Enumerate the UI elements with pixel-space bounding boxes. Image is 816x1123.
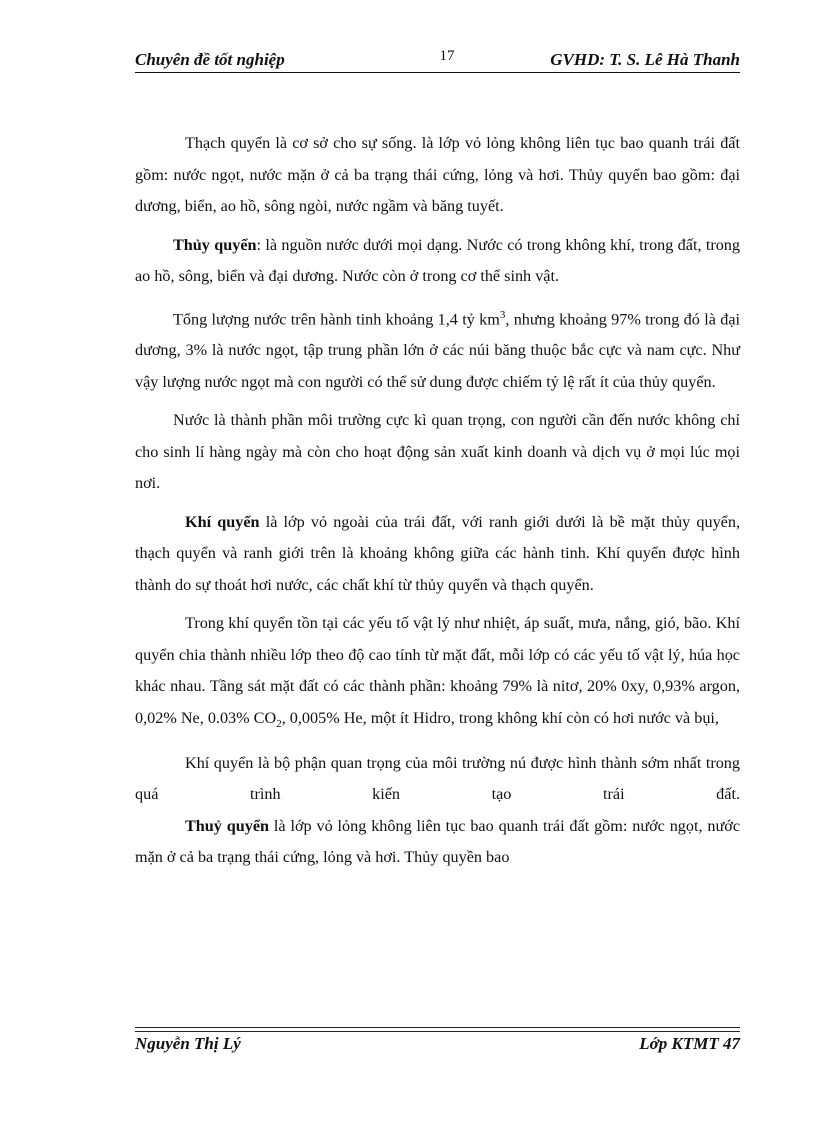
- paragraph-8: Thuỷ quyển là lớp vỏ lỏng không liên tục bao quanh trái đất gồm: nước ngọt, nước mặn ở cả ba trạng thái cứng, lỏng và hơi. Thủy quyền bao: [135, 816, 741, 867]
- term-thuy-quyen: Thủy quyển: [173, 235, 257, 254]
- footer-rule-2: [135, 1031, 740, 1032]
- paragraph-6: Trong khí quyển tồn tại các yếu tố vật lý như nhiệt, áp suất, mưa, nắng, gió, bão. Khí quyển chia thành nhiều lớp theo độ cao tính từ mặt đất, mỗi lớp có các yếu tố vật lý, húa học khác nhau. Tầng sát mặt đất có các thành phần: khoảng 79% là nitơ, 20% 0xy, 0,93% argon, 0,02% Ne, 0.03% $CO_2$, 0,005% He, một ít Hidro, trong không khí còn có hơi nước và bụi,: [135, 614, 740, 731]
- paragraph-4: Nước là thành phần môi trường cực kì quan trọng, con người cần đến nước không chỉ cho sinh lí hàng ngày mà còn cho hoạt động sản xuất kinh doanh và dịch vụ ở mọi lúc mọi nơi.: [135, 411, 740, 493]
- superscript-3: 3: [499, 308, 506, 321]
- footer-class: Lớp KTMT 47: [639, 1034, 740, 1053]
- page-header: [135, 48, 740, 72]
- subscript-2: 2: [276, 718, 282, 731]
- paragraph-1: Thạch quyển là cơ sở cho sự sống. là lớp vỏ lỏng không liên tục bao quanh trái đất gồm: nước ngọt, nước mặn ở cả ba trạng thái cứng, lỏng và hơi. Thủy quyển bao gồm: đại dương, biển, ao hồ, sông ngòi, nước ngầm và băng tuyết.: [135, 134, 740, 215]
- paragraph-5: Khí quyển là lớp vỏ ngoài của trái đất, với ranh giới dưới là bề mặt thủy quyển, thạch quyển và ranh giới trên là khoảng không giữa các hành tinh. Khí quyển được hình thành do sự thoát hơi nước, các chất khí từ thủy quyển và thạch quyển.: [135, 512, 740, 594]
- footer-rule-1: [135, 1027, 740, 1028]
- paragraph-7: Khí quyển là bộ phận quan trọng của môi trường nú được hình thành sớm nhất trong quá trình kiến tạo trái đất.: [135, 753, 740, 804]
- header-advisor: GVHD: T. S. Lê Hà Thanh: [550, 50, 740, 69]
- header-title: Chuyên đề tốt nghiệp: [135, 50, 285, 69]
- term-thuy-quyen-2: Thuỷ quyển: [185, 816, 270, 835]
- header-rule: [135, 72, 740, 73]
- document-body: [135, 128, 740, 881]
- paragraph-3: Tổng lượng nước trên hành tinh khoảng 1,4 tỷ $km^3$, nhưng khoảng 97% trong đó là đại dương, 3% là nước ngọt, tập trung phần lớn ở các núi băng thuộc bắc cực và nam cực. Như vậy lượng nước ngọt mà con người có thể sử dung được chiếm tỷ lệ rất ít của thủy quyển.: [135, 308, 740, 391]
- term-khi-quyen: Khí quyển: [185, 512, 260, 531]
- paragraph-2: Thủy quyển: là nguồn nước dưới mọi dạng. Nước có trong không khí, trong đất, trong ao hồ, sông, biển và đại dương. Nước còn ở trong cơ thể sinh vật.: [135, 235, 740, 285]
- page-number: 17: [439, 48, 455, 64]
- page-footer: [135, 1034, 740, 1058]
- footer-author: Nguyễn Thị Lý: [135, 1034, 241, 1053]
